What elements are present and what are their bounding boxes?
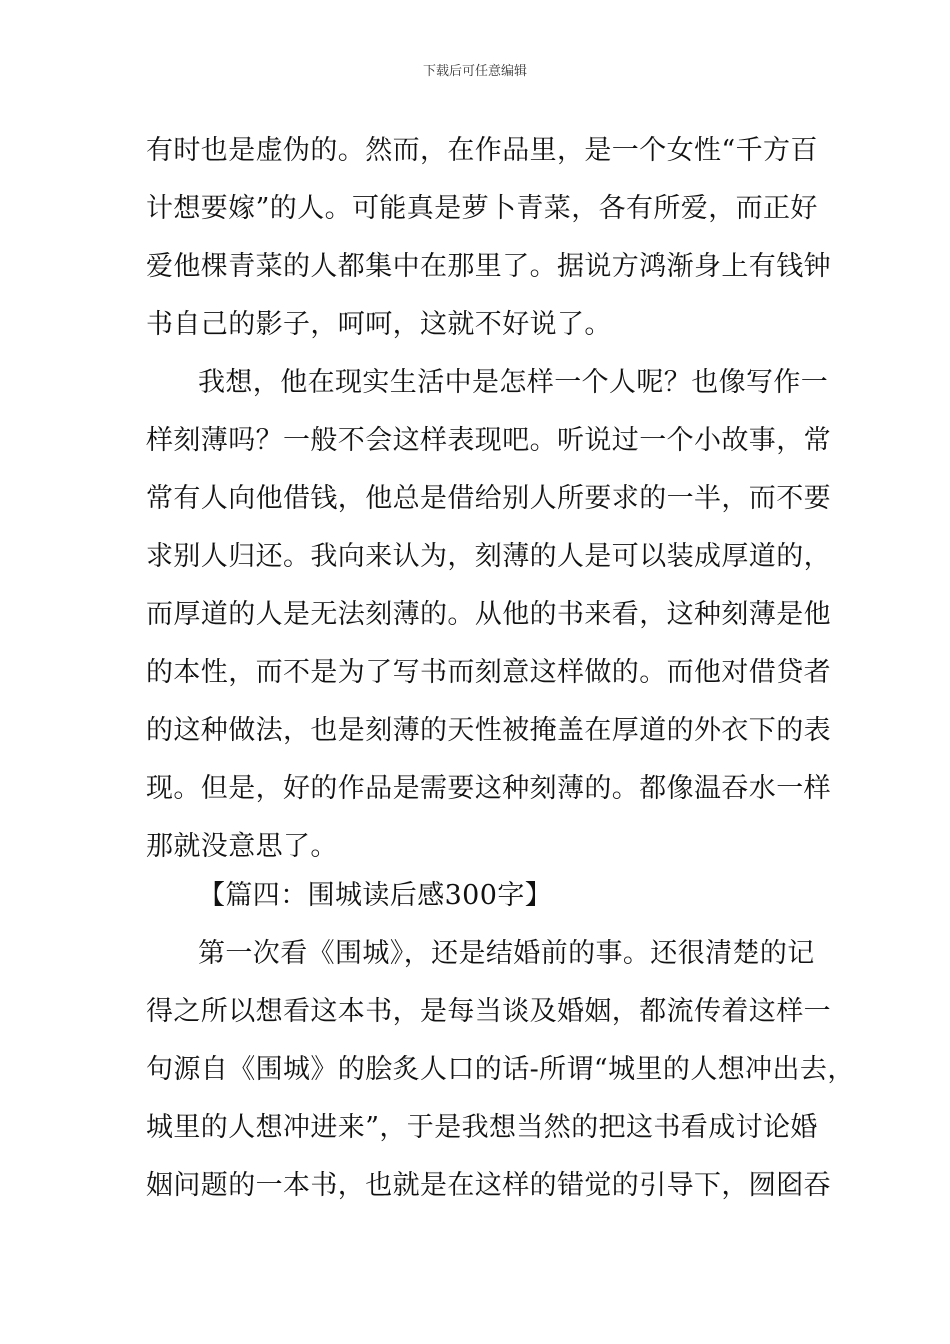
body-line: 样刻薄吗？一般不会这样表现吧。听说过一个小故事，常 <box>146 425 831 456</box>
section-heading: 【篇四：围城读后感300字】 <box>198 880 553 911</box>
body-line: 句源自《围城》的脍炙人口的话-所谓“城里的人想冲出去， <box>146 1054 855 1085</box>
body-line: 现。但是，好的作品是需要这种刻薄的。都像温吞水一样 <box>146 773 831 804</box>
body-line: 常有人向他借钱，他总是借给别人所要求的一半，而不要 <box>146 483 831 514</box>
body-line: 的本性，而不是为了写书而刻意这样做的。而他对借贷者 <box>146 657 831 688</box>
body-line: 计想要嫁”的人。可能真是萝卜青菜，各有所爱，而正好 <box>146 193 818 224</box>
body-line: 我想，他在现实生活中是怎样一个人呢？也像写作一 <box>198 367 829 398</box>
body-line: 书自己的影子，呵呵，这就不好说了。 <box>146 309 612 340</box>
body-line: 那就没意思了。 <box>146 831 338 862</box>
body-line: 第一次看《围城》，还是结婚前的事。还很清楚的记 <box>198 938 815 969</box>
body-line: 有时也是虚伪的。然而，在作品里，是一个女性“千方百 <box>146 135 818 166</box>
body-line: 求别人归还。我向来认为，刻薄的人是可以装成厚道的， <box>146 541 831 572</box>
body-line: 而厚道的人是无法刻薄的。从他的书来看，这种刻薄是他 <box>146 599 831 630</box>
body-line: 姻问题的一本书，也就是在这样的错觉的引导下，囫囵吞 <box>146 1170 831 1201</box>
page-header: 下载后可任意编辑 <box>422 64 527 79</box>
body-line: 爱他棵青菜的人都集中在那里了。据说方鸿渐身上有钱钟 <box>146 251 831 282</box>
body-line: 得之所以想看这本书，是每当谈及婚姻，都流传着这样一 <box>146 996 831 1027</box>
body-line: 的这种做法，也是刻薄的天性被掩盖在厚道的外衣下的表 <box>146 715 831 746</box>
body-line: 城里的人想冲进来”，于是我想当然的把这书看成讨论婚 <box>146 1112 818 1143</box>
